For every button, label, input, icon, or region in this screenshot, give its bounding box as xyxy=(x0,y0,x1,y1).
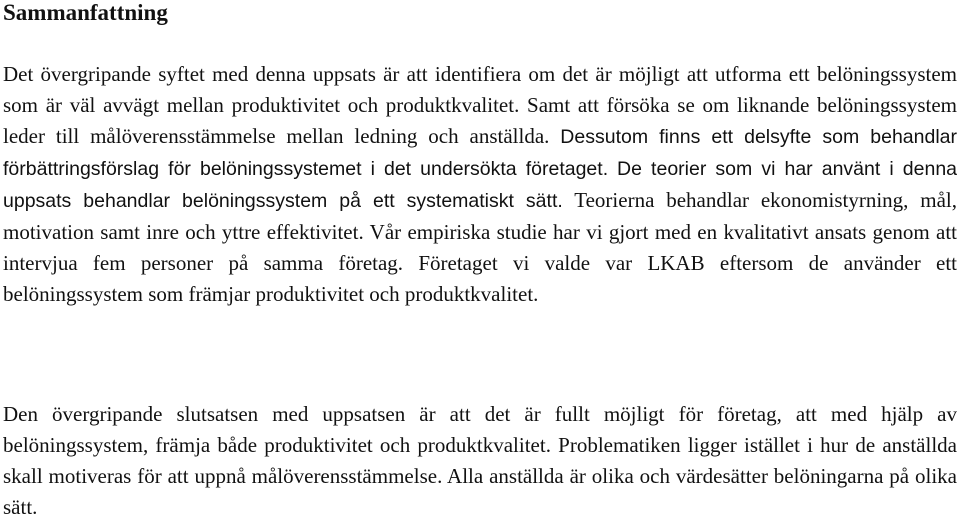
sentence-company-choice: Företaget vi valde var LKAB eftersom de använder ett belöningssystem som främjar produktivitet och produktkvalitet. xyxy=(3,251,958,306)
document-page xyxy=(3,0,958,519)
sentence-empirical-study: Vår empiriska studie har vi gjort med en kvalitativt ansats genom att intervjua fem personer på samma företag. xyxy=(3,220,958,275)
sentence-theories: De teorier som vi har använt i denna uppsats behandlar belöningssystem på ett systematiskt sätt. xyxy=(3,158,958,212)
sentence-theory-topics: Teorierna behandlar ekonomistyrning, mål, motivation samt inre och yttre effektivitet. xyxy=(3,188,958,244)
sentence-conclusion: Den övergripande slutsatsen med uppsatsen är att det är fullt möjligt för företag, att med hjälp av belöningssystem, främja både produktivitet och produktkvalitet. xyxy=(3,402,957,457)
sentence-employees: Alla anställda är olika och värdesätter belöningarna på olika sätt. xyxy=(3,464,957,519)
sentence-goal-alignment: Samt att försöka se om liknande belöningssystem leder till målöverensstämmelse mellan ledning och anställda. xyxy=(3,93,957,148)
sentence-sub-purpose: Dessutom finns ett delsyfte som behandlar förbättringsförslag för belöningssystemet i det undersökta företaget. xyxy=(3,126,957,180)
sentence-purpose: Det övergripande syftet med denna uppsats är att identifiera om det är möjligt att utforma ett belöningssystem som är väl avvägt mellan produktivitet och produktkvalitet. xyxy=(3,62,957,117)
sentence-problem: Problematiken ligger istället i hur de anställda skall motiveras för att uppnå målöverensstämmelse. xyxy=(3,433,957,488)
section-heading: Sammanfattning xyxy=(3,0,168,25)
summary-paragraph-2 xyxy=(3,399,957,523)
summary-paragraph-1 xyxy=(3,59,957,310)
